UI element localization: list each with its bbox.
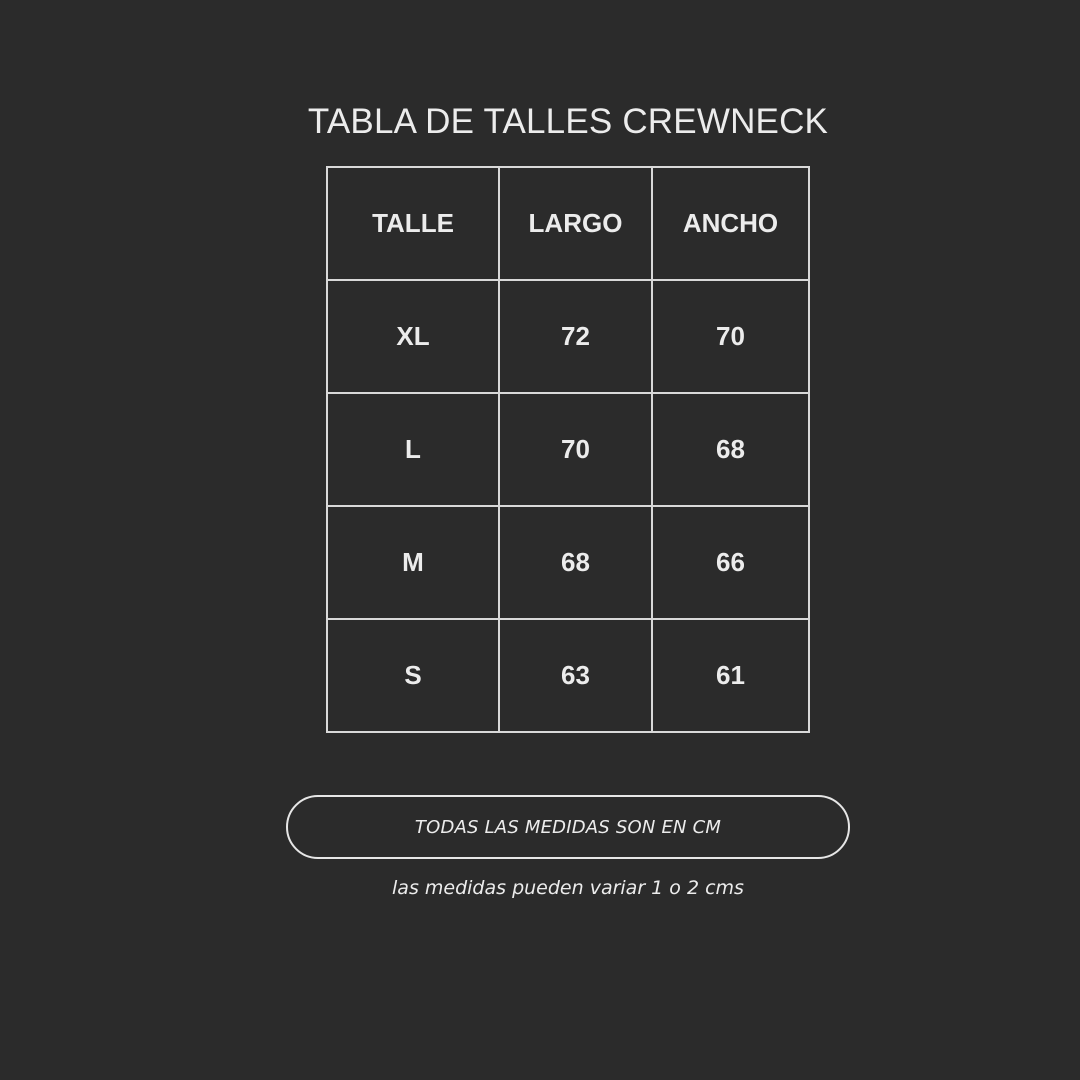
cell-largo: 70	[499, 393, 652, 506]
table-row	[327, 619, 809, 732]
cell-talle: M	[327, 506, 499, 619]
page-title: TABLA DE TALLES CREWNECK	[307, 102, 829, 141]
table-row	[327, 506, 809, 619]
cell-ancho: 68	[652, 393, 809, 506]
cell-talle: S	[327, 619, 499, 732]
table-row	[327, 393, 809, 506]
cell-largo: 68	[499, 506, 652, 619]
variation-footnote: las medidas pueden variar 1 o 2 cms	[392, 877, 744, 899]
table-header-row	[327, 167, 809, 280]
cell-largo: 72	[499, 280, 652, 393]
cell-ancho: 66	[652, 506, 809, 619]
units-notice-badge	[286, 795, 850, 859]
cell-largo: 63	[499, 619, 652, 732]
column-header-talle: TALLE	[327, 167, 499, 280]
size-table	[326, 166, 810, 733]
column-header-largo: LARGO	[499, 167, 652, 280]
cell-talle: XL	[327, 280, 499, 393]
cell-talle: L	[327, 393, 499, 506]
cell-ancho: 70	[652, 280, 809, 393]
column-header-ancho: ANCHO	[652, 167, 809, 280]
units-notice-text: TODAS LAS MEDIDAS SON EN CM	[414, 816, 722, 838]
cell-ancho: 61	[652, 619, 809, 732]
table-row	[327, 280, 809, 393]
